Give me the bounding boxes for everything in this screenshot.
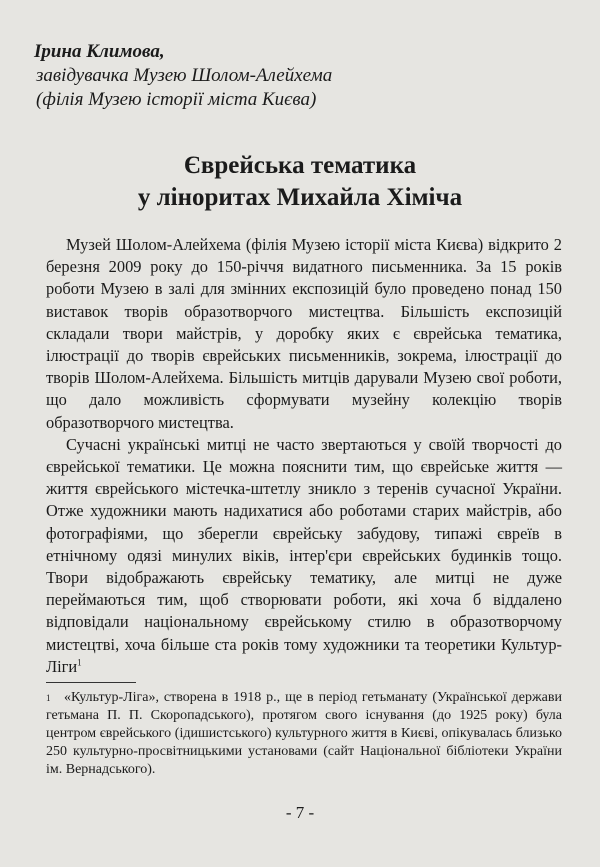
paragraph-2 — [46, 434, 562, 678]
article-title — [0, 150, 600, 214]
article-body — [46, 234, 562, 678]
paragraph-2-text: Сучасні українські митці не часто звертаються у своїй творчості до єврейської тематики. Це можна пояснити тим, що єврейське життя — життя єврейського містечка-штетлу зникло з теренів сучасної України. Отже художники мають надихатися або роботами старих майстрів, або фотографіями, що зберегли єврейську забудову, типажі євреїв в етнічному одязі минулих віків, інтер'єри єврейських будинків тощо. Твори відображають єврейську тематику, але митці не дуже переймаються тим, щоб створювати роботи, які хоча б віддалено відповідали національному єврейському стилю в образотворчому мистецтві, хоча більше ста років тому художники та теоретики Культур-Ліги — [46, 434, 562, 676]
footnote-number: 1 — [46, 693, 51, 703]
paragraph-1: Музей Шолом-Алейхема (філія Музею історії міста Києва) відкрито 2 березня 2009 року до 150-річчя видатного письменника. За 15 років роботи Музею в залі для змінних експозицій було проведено понад 150 виставок творів образотворчого мистецтва. Більшість експозицій складали твори майстрів, у доробку яких є єврейська тематика, ілюстрації до творів єврейських письменників, зокрема, ілюстрації до творів Шолом-Алейхема. Більшість митців дарували Музею свої роботи, що дало можливість сформувати музейну колекцію творів образотворчого мистецтва. — [46, 235, 562, 432]
page-number: - 7 - — [285, 803, 315, 822]
footnote-divider — [46, 682, 136, 683]
author-affiliation: (філія Музею історії міста Києва) — [36, 89, 317, 110]
author-role: завідувачка Музею Шолом-Алейхема — [36, 65, 333, 86]
footnote-text: «Культур-Ліга», створена в 1918 р., ще в період гетьманату (Української держави гетьмана П. П. Скоропадського), протягом свого існування (до 1925 року) була центром єврейського (ідишистського) культурного життя в Києві, опікувалась близько 250 культурно-просвітницькими установами (сайт Національної бібліотеки України ім. Вернадського). — [46, 690, 562, 777]
title-line-1: Єврейська тематика — [183, 152, 417, 179]
title-line-2: у ліноритах Михайла Хіміча — [137, 184, 463, 211]
footnote — [46, 689, 562, 779]
author-block — [34, 40, 332, 112]
footnote-reference: 1 — [77, 657, 82, 668]
author-name: Ірина Климова, — [34, 41, 165, 62]
